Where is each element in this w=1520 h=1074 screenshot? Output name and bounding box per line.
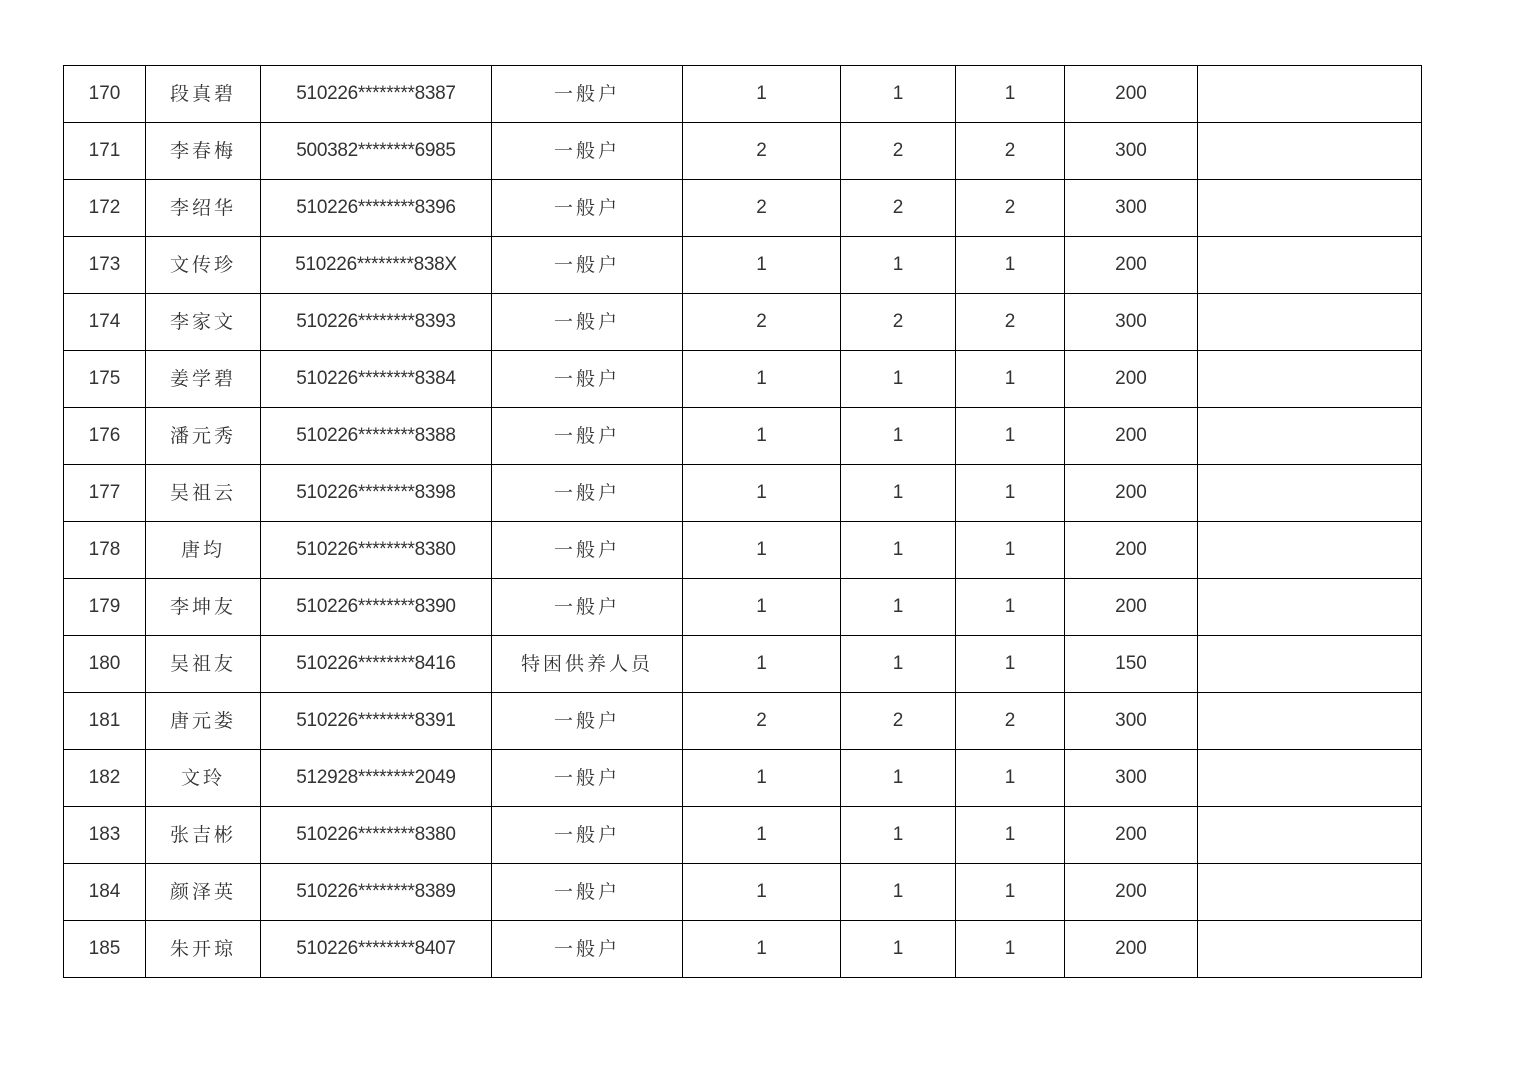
cell-count-3: 2 [956, 294, 1065, 351]
cell-name: 吴祖友 [146, 636, 261, 693]
cell-name: 潘元秀 [146, 408, 261, 465]
cell-remark [1198, 237, 1422, 294]
cell-count-3: 1 [956, 636, 1065, 693]
cell-serial-number: 175 [64, 351, 146, 408]
cell-count-2: 1 [841, 636, 956, 693]
cell-serial-number: 170 [64, 66, 146, 123]
cell-household-type: 一般户 [492, 522, 683, 579]
cell-id-number: 510226********8387 [261, 66, 492, 123]
cell-name: 姜学碧 [146, 351, 261, 408]
cell-household-type: 一般户 [492, 750, 683, 807]
cell-amount: 300 [1065, 123, 1198, 180]
table-row [64, 864, 1422, 921]
cell-count-3: 2 [956, 180, 1065, 237]
cell-remark [1198, 180, 1422, 237]
cell-count-1: 2 [683, 123, 841, 180]
cell-id-number: 510226********8396 [261, 180, 492, 237]
cell-count-3: 1 [956, 579, 1065, 636]
cell-count-3: 1 [956, 465, 1065, 522]
cell-count-3: 1 [956, 864, 1065, 921]
cell-household-type: 一般户 [492, 294, 683, 351]
cell-count-2: 1 [841, 750, 956, 807]
cell-count-1: 1 [683, 864, 841, 921]
cell-id-number: 510226********8389 [261, 864, 492, 921]
cell-serial-number: 174 [64, 294, 146, 351]
cell-count-3: 1 [956, 921, 1065, 978]
cell-amount: 200 [1065, 921, 1198, 978]
cell-count-2: 1 [841, 351, 956, 408]
cell-serial-number: 178 [64, 522, 146, 579]
cell-household-type: 一般户 [492, 66, 683, 123]
cell-count-3: 1 [956, 750, 1065, 807]
cell-name: 文传珍 [146, 237, 261, 294]
cell-id-number: 510226********8380 [261, 807, 492, 864]
cell-amount: 200 [1065, 864, 1198, 921]
cell-amount: 200 [1065, 465, 1198, 522]
cell-count-2: 2 [841, 180, 956, 237]
cell-count-3: 1 [956, 807, 1065, 864]
cell-name: 唐元娄 [146, 693, 261, 750]
cell-count-2: 1 [841, 522, 956, 579]
cell-amount: 300 [1065, 693, 1198, 750]
cell-household-type: 一般户 [492, 180, 683, 237]
cell-household-type: 一般户 [492, 237, 683, 294]
table-row [64, 294, 1422, 351]
table-row [64, 522, 1422, 579]
cell-household-type: 特困供养人员 [492, 636, 683, 693]
table-row [64, 693, 1422, 750]
cell-serial-number: 180 [64, 636, 146, 693]
cell-serial-number: 181 [64, 693, 146, 750]
cell-count-3: 1 [956, 237, 1065, 294]
table-row [64, 807, 1422, 864]
cell-remark [1198, 750, 1422, 807]
cell-count-2: 1 [841, 465, 956, 522]
cell-name: 李春梅 [146, 123, 261, 180]
cell-id-number: 500382********6985 [261, 123, 492, 180]
cell-id-number: 510226********8380 [261, 522, 492, 579]
roster-table [63, 65, 1422, 978]
cell-count-3: 1 [956, 351, 1065, 408]
cell-amount: 200 [1065, 408, 1198, 465]
cell-count-1: 1 [683, 465, 841, 522]
cell-count-2: 1 [841, 807, 956, 864]
table-row [64, 465, 1422, 522]
cell-count-2: 1 [841, 66, 956, 123]
cell-amount: 300 [1065, 294, 1198, 351]
cell-name: 朱开琼 [146, 921, 261, 978]
cell-count-1: 2 [683, 180, 841, 237]
cell-amount: 200 [1065, 807, 1198, 864]
cell-id-number: 510226********8390 [261, 579, 492, 636]
cell-household-type: 一般户 [492, 465, 683, 522]
cell-count-1: 2 [683, 693, 841, 750]
cell-id-number: 510226********8384 [261, 351, 492, 408]
cell-count-1: 1 [683, 522, 841, 579]
cell-count-1: 1 [683, 237, 841, 294]
cell-id-number: 510226********8388 [261, 408, 492, 465]
cell-serial-number: 176 [64, 408, 146, 465]
table-row [64, 180, 1422, 237]
cell-remark [1198, 66, 1422, 123]
cell-amount: 200 [1065, 351, 1198, 408]
table-row [64, 636, 1422, 693]
cell-count-2: 2 [841, 693, 956, 750]
cell-name: 张吉彬 [146, 807, 261, 864]
cell-count-3: 2 [956, 693, 1065, 750]
cell-amount: 200 [1065, 522, 1198, 579]
cell-household-type: 一般户 [492, 408, 683, 465]
cell-serial-number: 173 [64, 237, 146, 294]
cell-id-number: 510226********8391 [261, 693, 492, 750]
cell-name: 唐均 [146, 522, 261, 579]
cell-count-1: 2 [683, 294, 841, 351]
cell-count-1: 1 [683, 351, 841, 408]
cell-id-number: 510226********8407 [261, 921, 492, 978]
cell-name: 李家文 [146, 294, 261, 351]
cell-name: 文玲 [146, 750, 261, 807]
cell-count-3: 1 [956, 408, 1065, 465]
cell-count-2: 1 [841, 237, 956, 294]
cell-household-type: 一般户 [492, 921, 683, 978]
cell-serial-number: 185 [64, 921, 146, 978]
cell-count-1: 1 [683, 921, 841, 978]
table-row [64, 123, 1422, 180]
cell-remark [1198, 693, 1422, 750]
cell-count-1: 1 [683, 408, 841, 465]
cell-count-1: 1 [683, 66, 841, 123]
cell-serial-number: 179 [64, 579, 146, 636]
cell-id-number: 510226********8393 [261, 294, 492, 351]
cell-count-1: 1 [683, 579, 841, 636]
cell-remark [1198, 408, 1422, 465]
cell-count-2: 2 [841, 123, 956, 180]
cell-remark [1198, 636, 1422, 693]
cell-count-2: 1 [841, 921, 956, 978]
table-row [64, 750, 1422, 807]
cell-remark [1198, 864, 1422, 921]
table-row [64, 351, 1422, 408]
cell-name: 段真碧 [146, 66, 261, 123]
cell-count-1: 1 [683, 636, 841, 693]
cell-household-type: 一般户 [492, 351, 683, 408]
cell-serial-number: 171 [64, 123, 146, 180]
cell-remark [1198, 579, 1422, 636]
table-row [64, 408, 1422, 465]
cell-count-2: 1 [841, 579, 956, 636]
cell-id-number: 510226********838X [261, 237, 492, 294]
cell-name: 颜泽英 [146, 864, 261, 921]
cell-name: 李绍华 [146, 180, 261, 237]
cell-household-type: 一般户 [492, 693, 683, 750]
cell-serial-number: 183 [64, 807, 146, 864]
cell-remark [1198, 921, 1422, 978]
cell-remark [1198, 522, 1422, 579]
cell-remark [1198, 465, 1422, 522]
cell-remark [1198, 294, 1422, 351]
table-row [64, 921, 1422, 978]
cell-household-type: 一般户 [492, 123, 683, 180]
cell-serial-number: 172 [64, 180, 146, 237]
cell-household-type: 一般户 [492, 579, 683, 636]
cell-remark [1198, 123, 1422, 180]
cell-serial-number: 177 [64, 465, 146, 522]
cell-count-2: 1 [841, 408, 956, 465]
cell-name: 吴祖云 [146, 465, 261, 522]
table-row [64, 66, 1422, 123]
cell-amount: 200 [1065, 579, 1198, 636]
cell-serial-number: 184 [64, 864, 146, 921]
cell-amount: 300 [1065, 750, 1198, 807]
cell-name: 李坤友 [146, 579, 261, 636]
cell-remark [1198, 351, 1422, 408]
cell-count-3: 1 [956, 522, 1065, 579]
cell-count-2: 1 [841, 864, 956, 921]
cell-amount: 200 [1065, 66, 1198, 123]
cell-count-3: 1 [956, 66, 1065, 123]
cell-id-number: 512928********2049 [261, 750, 492, 807]
cell-household-type: 一般户 [492, 864, 683, 921]
cell-amount: 300 [1065, 180, 1198, 237]
cell-household-type: 一般户 [492, 807, 683, 864]
cell-count-3: 2 [956, 123, 1065, 180]
roster-body [64, 66, 1422, 978]
table-row [64, 237, 1422, 294]
cell-amount: 150 [1065, 636, 1198, 693]
cell-id-number: 510226********8398 [261, 465, 492, 522]
cell-id-number: 510226********8416 [261, 636, 492, 693]
cell-count-1: 1 [683, 807, 841, 864]
cell-amount: 200 [1065, 237, 1198, 294]
cell-count-2: 2 [841, 294, 956, 351]
cell-count-1: 1 [683, 750, 841, 807]
cell-remark [1198, 807, 1422, 864]
cell-serial-number: 182 [64, 750, 146, 807]
table-row [64, 579, 1422, 636]
